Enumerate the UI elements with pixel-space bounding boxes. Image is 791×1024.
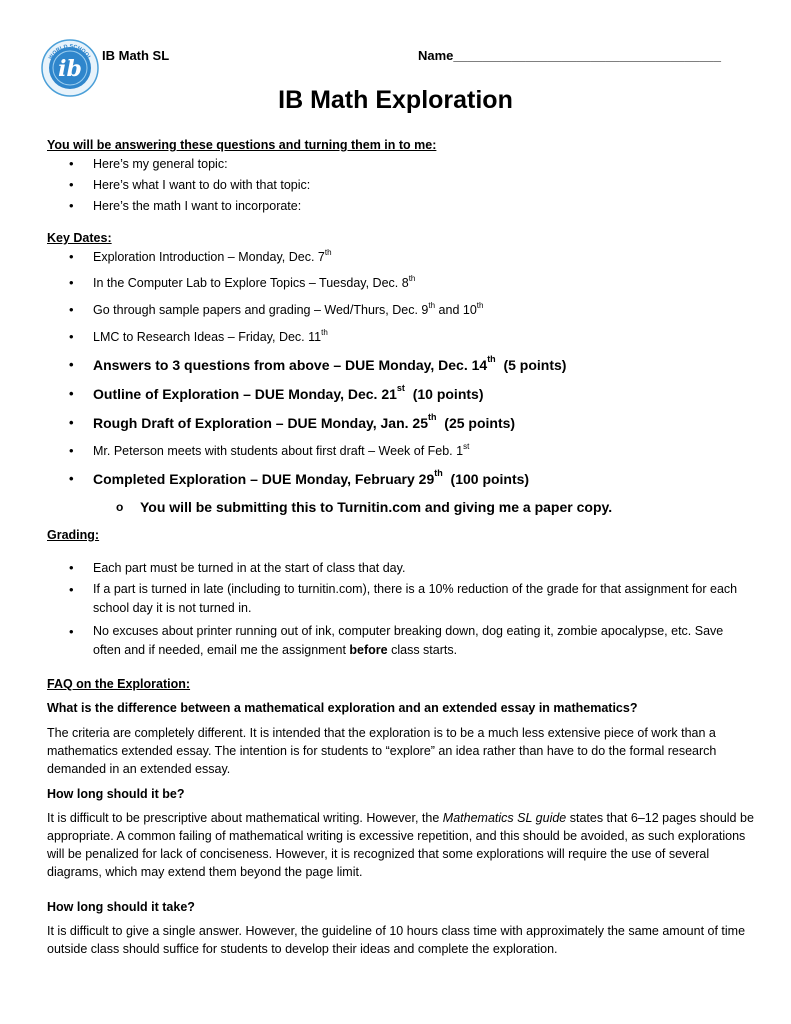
name-field	[418, 48, 721, 63]
bullet-icon: •	[69, 624, 74, 639]
bullet-icon: •	[69, 275, 74, 290]
bullet-icon: •	[69, 560, 74, 575]
list-item: • Mr. Peterson meets with students about first draft – Week of Feb. 1st	[69, 442, 470, 458]
svg-text:WORLD SCHOOL: WORLD SCHOOL	[48, 43, 92, 61]
bullet-icon: •	[69, 386, 74, 401]
list-item: • In the Computer Lab to Explore Topics – Tuesday, Dec. 8th	[69, 274, 416, 290]
list-item: • Outline of Exploration – DUE Monday, Dec. 21st (10 points)	[69, 383, 484, 402]
bullet-icon: •	[69, 177, 74, 192]
bullet-icon: •	[69, 198, 74, 213]
faq-answer: The criteria are completely different. It is intended that the exploration is to be a much less extensive piece of work than a mathematics extended essay. The intention is for students to “explore” an idea rather than have to do the formal research demanded in an extended essay.	[47, 726, 717, 776]
bullet-icon: •	[69, 156, 74, 171]
bullet-icon: •	[69, 443, 74, 458]
bullet-icon: •	[69, 357, 74, 372]
bullet-icon: •	[69, 471, 74, 486]
svg-text:ib: ib	[58, 56, 82, 82]
list-item: • Rough Draft of Exploration – DUE Monday, Jan. 25th (25 points)	[69, 412, 516, 431]
circle-bullet-icon: o	[116, 500, 124, 514]
list-item: • Here’s the math I want to incorporate:	[69, 198, 302, 213]
bullet-icon: •	[69, 329, 74, 344]
list-item: • No excuses about printer running out of ink, computer breaking down, dog eating it, zombie apocalypse, etc. Save often and if needed, email me the assignment before class starts.	[69, 624, 724, 657]
bullet-icon: •	[69, 582, 74, 597]
questions-heading: You will be answering these questions and turning them in to me:	[47, 138, 437, 152]
page-title: IB Math Exploration	[278, 86, 513, 114]
list-item: • Completed Exploration – DUE Monday, February 29th (100 points)	[69, 468, 530, 487]
name-blank-line: _____________________________________	[453, 48, 721, 63]
course-label: IB Math SL	[102, 48, 170, 63]
list-item: • Answers to 3 questions from above – DUE Monday, Dec. 14th (5 points)	[69, 354, 567, 373]
grading-heading: Grading:	[47, 528, 100, 542]
list-item: • Go through sample papers and grading – Wed/Thurs, Dec. 9th and 10th	[69, 301, 484, 317]
list-item: • Here’s what I want to do with that topic:	[69, 177, 311, 192]
faq-question: What is the difference between a mathematical exploration and an extended essay in mathematics?	[47, 701, 638, 715]
bullet-icon: •	[69, 415, 74, 430]
list-item: • LMC to Research Ideas – Friday, Dec. 11th	[69, 328, 328, 344]
list-item: • Each part must be turned in at the start of class that day.	[69, 560, 406, 575]
faq-answer: It is difficult to give a single answer. However, the guideline of 10 hours class time with approximately the same amount of time outside class should suffice for students to develop their ideas and complete the exploration.	[47, 924, 746, 956]
sub-list-item: o You will be submitting this to Turnitin.com and giving me a paper copy.	[116, 499, 613, 515]
faq-heading: FAQ on the Exploration:	[47, 677, 191, 691]
bullet-icon: •	[69, 249, 74, 264]
bullet-icon: •	[69, 302, 74, 317]
list-item: • Here’s my general topic:	[69, 156, 228, 171]
faq-question: How long should it take?	[47, 900, 195, 914]
list-item: • Exploration Introduction – Monday, Dec. 7th	[69, 248, 332, 264]
faq-answer: It is difficult to be prescriptive about mathematical writing. However, the Mathematics SL guide states that 6–12 pages should be appropriate. A common failing of mathematical writing is excessive repetition, and this should be avoided, as such explorations will be penalized for lack of conciseness. However, it is recognized that some explorations will require the use of several diagrams, which may extend them beyond the page limit.	[47, 811, 754, 879]
list-item: • If a part is turned in late (including to turnitin.com), there is a 10% reduction of the grade for that assignment for each school day it is not turned in.	[69, 582, 738, 615]
key-dates-heading: Key Dates:	[47, 231, 112, 245]
faq-question: How long should it be?	[47, 787, 185, 801]
name-label: Name	[418, 48, 454, 63]
